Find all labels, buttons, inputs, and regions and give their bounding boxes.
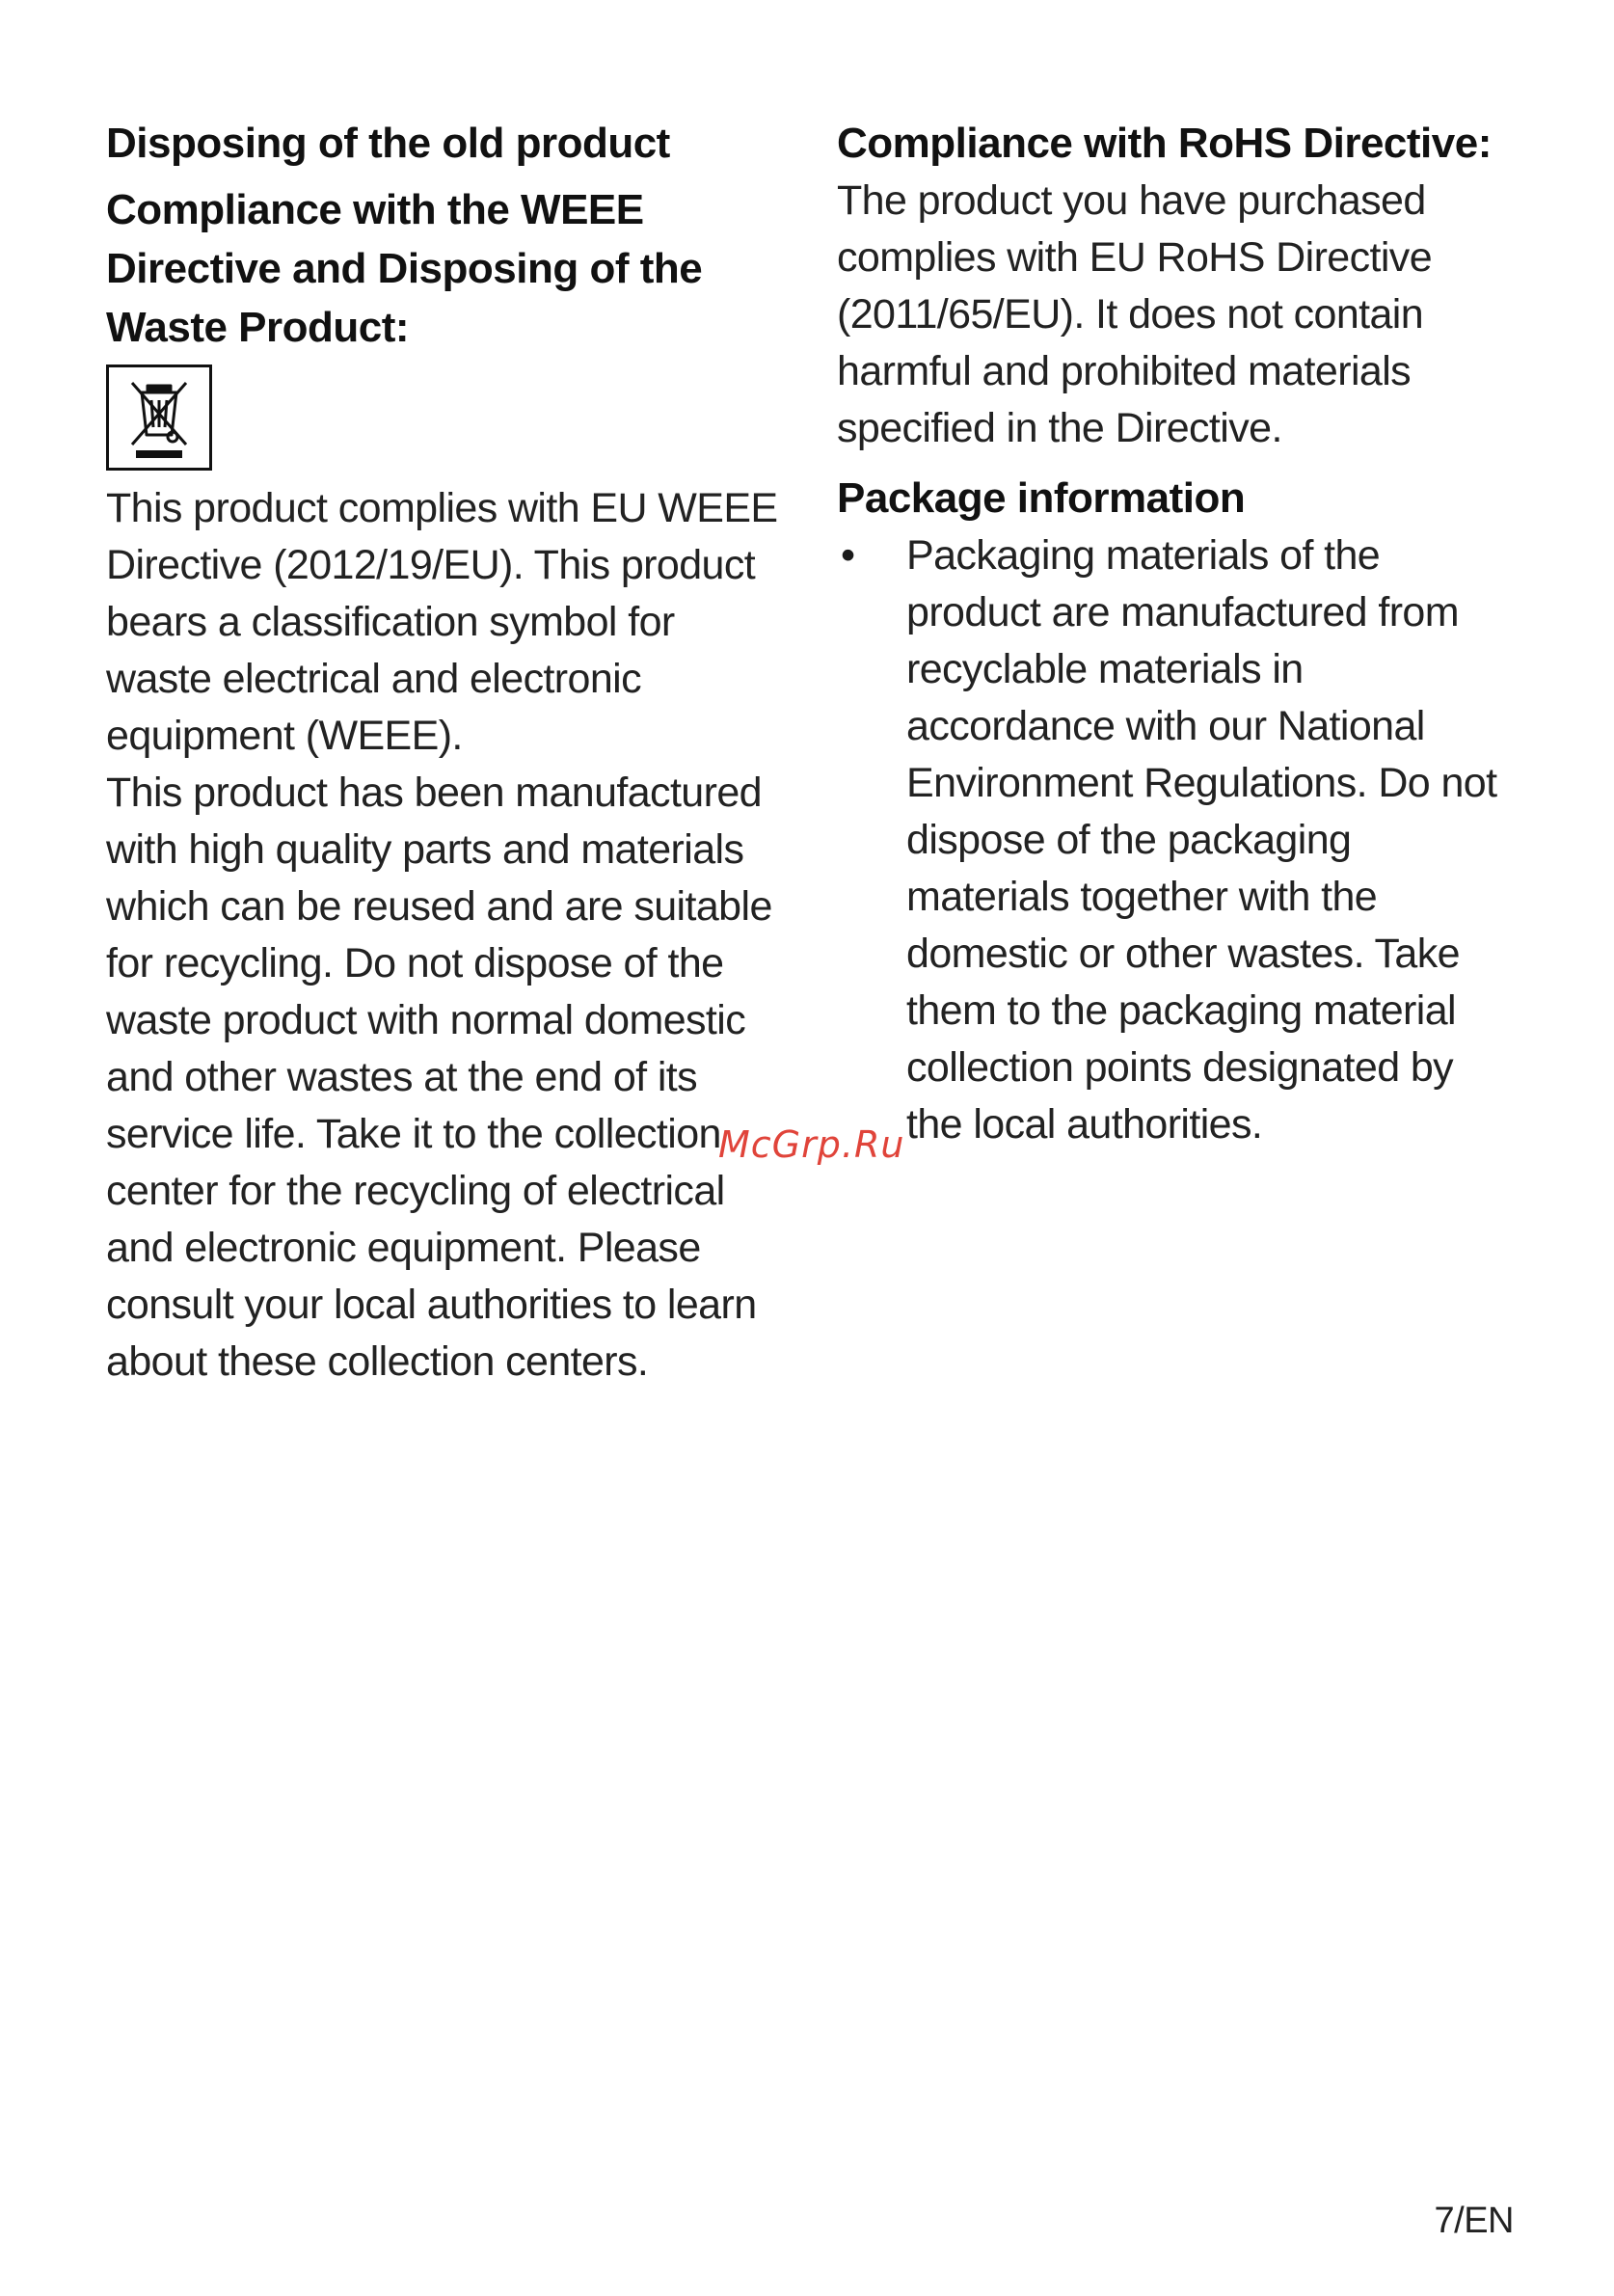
text-line: center for the recycling of electrical <box>106 1168 725 1214</box>
text-line: consult your local authorities to learn <box>106 1282 757 1328</box>
text-line: and electronic equipment. Please <box>106 1225 701 1271</box>
package-information-heading: Package information <box>837 474 1246 522</box>
watermark: McGrp.Ru <box>718 1123 905 1166</box>
text-line: This product complies with EU WEEE <box>106 485 778 531</box>
text-line: complies with EU RoHS Directive <box>837 234 1433 281</box>
bullet-icon: • <box>841 532 856 579</box>
weee-subheading-line: Waste Product: <box>106 304 410 351</box>
text-line: product are manufactured from <box>906 589 1459 635</box>
right-column <box>837 114 1512 1153</box>
rohs-paragraph <box>837 173 1512 457</box>
page-number: 7/EN <box>1434 2201 1514 2241</box>
text-line: equipment (WEEE). <box>106 713 463 759</box>
text-line: bears a classification symbol for <box>106 599 675 645</box>
package-bullet-text <box>906 527 1512 1153</box>
text-line: accordance with our National <box>906 703 1425 749</box>
weee-compliance-paragraph <box>106 480 781 765</box>
text-line: the local authorities. <box>906 1101 1263 1148</box>
text-line: waste product with normal domestic <box>106 997 746 1043</box>
weee-subheading-line: Compliance with the WEEE <box>106 186 644 233</box>
text-line: The product you have purchased <box>837 177 1426 224</box>
text-line: and other wastes at the end of its <box>106 1054 698 1100</box>
text-line: recyclable materials in <box>906 646 1304 692</box>
text-line: Packaging materials of the <box>906 532 1381 579</box>
text-line: specified in the Directive. <box>837 405 1282 451</box>
crossed-out-wheelie-bin-icon <box>106 365 212 471</box>
recycling-paragraph <box>106 765 781 1391</box>
left-column <box>106 114 781 1391</box>
text-line: Directive (2012/19/EU). This product <box>106 542 756 588</box>
text-line: waste electrical and electronic <box>106 656 642 702</box>
text-line: This product has been manufactured <box>106 770 762 816</box>
text-line: domestic or other wastes. Take <box>906 931 1460 977</box>
text-line: (2011/65/EU). It does not contain <box>837 291 1424 338</box>
text-line: harmful and prohibited materials <box>837 348 1412 394</box>
text-line: which can be reused and are suitable <box>106 883 772 930</box>
text-line: them to the packaging material <box>906 987 1456 1034</box>
text-line: with high quality parts and materials <box>106 826 744 873</box>
disposing-heading: Disposing of the old product <box>106 120 670 167</box>
list-item <box>837 527 1512 1153</box>
rohs-heading: Compliance with RoHS Directive: <box>837 120 1492 167</box>
text-line: service life. Take it to the collection <box>106 1111 721 1157</box>
text-line: for recycling. Do not dispose of the <box>106 940 724 986</box>
text-line: Environment Regulations. Do not <box>906 760 1497 806</box>
package-bullet-list <box>837 527 1512 1153</box>
text-line: about these collection centers. <box>106 1338 649 1385</box>
text-line: dispose of the packaging <box>906 817 1352 863</box>
weee-subheading <box>106 180 781 357</box>
text-line: materials together with the <box>906 874 1378 920</box>
text-line: collection points designated by <box>906 1044 1454 1091</box>
weee-subheading-line: Directive and Disposing of the <box>106 245 703 292</box>
